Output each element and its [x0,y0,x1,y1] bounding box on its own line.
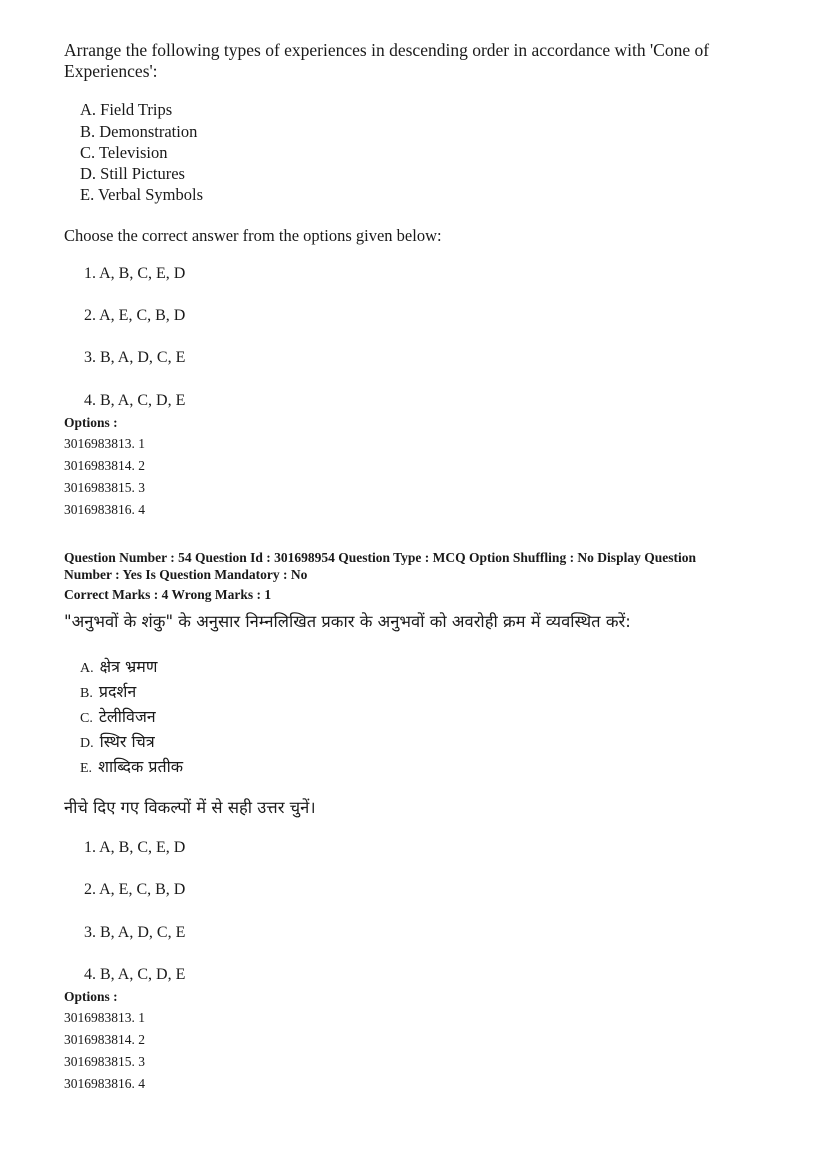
list-item: A. Field Trips [80,100,173,119]
options-label: Options : [64,989,118,1004]
list-item [80,680,136,702]
list-item [80,730,155,752]
option-id: 3016983816. 4 [64,1076,145,1091]
option-id: 3016983816. 4 [64,502,145,517]
list-item: C. Television [80,143,168,162]
item-letter: E. [80,761,93,776]
option-id: 3016983815. 3 [64,1054,145,1069]
choose-instruction: Choose the correct answer from the options given below: [64,226,442,245]
question-text: "अनुभवों के शंकु" के अनुसार निम्नलिखित प्रकार के अनुभवों को अवरोही क्रम में व्यवस्थित करें: [64,612,631,631]
option-id: 3016983813. 1 [64,1010,145,1025]
choose-instruction: नीचे दिए गए विकल्पों में से सही उत्तर चुनें। [64,798,316,817]
item-letter: B. [80,686,93,701]
option-id: 3016983815. 3 [64,480,145,495]
item-text: स्थिर चित्र [99,732,155,751]
answer-choice: 3. B, A, D, C, E [84,349,186,366]
marks-info: Correct Marks : 4 Wrong Marks : 1 [64,587,272,602]
item-letter: A. [80,661,94,676]
option-id: 3016983813. 1 [64,436,145,451]
list-item [80,755,183,777]
item-text: टेलीविजन [98,707,156,726]
list-item [80,655,157,677]
list-item: D. Still Pictures [80,164,185,183]
list-item: E. Verbal Symbols [80,185,203,204]
answer-choice: 4. B, A, C, D, E [84,966,186,983]
question-meta: Question Number : 54 Question Id : 301698954 Question Type : MCQ Option Shuffling : No Display Question [64,550,696,565]
answer-choice: 1. A, B, C, E, D [84,265,186,282]
list-item [80,705,156,727]
option-id: 3016983814. 2 [64,458,145,473]
item-letter: D. [80,736,94,751]
item-text: प्रदर्शन [98,682,137,701]
question-meta: Number : Yes Is Question Mandatory : No [64,567,308,582]
answer-choice: 3. B, A, D, C, E [84,924,186,941]
option-id: 3016983814. 2 [64,1032,145,1047]
answer-choice: 2. A, E, C, B, D [84,881,186,898]
options-label: Options : [64,415,118,430]
answer-choice: 1. A, B, C, E, D [84,839,186,856]
question-text: Arrange the following types of experiences in descending order in accordance with 'Cone of Experiences': [64,40,710,81]
item-text: क्षेत्र भ्रमण [99,657,158,676]
list-item: B. Demonstration [80,122,198,141]
answer-choice: 4. B, A, C, D, E [84,392,186,409]
item-text: शाब्दिक प्रतीक [98,757,184,776]
answer-choice: 2. A, E, C, B, D [84,307,186,324]
item-letter: C. [80,711,93,726]
